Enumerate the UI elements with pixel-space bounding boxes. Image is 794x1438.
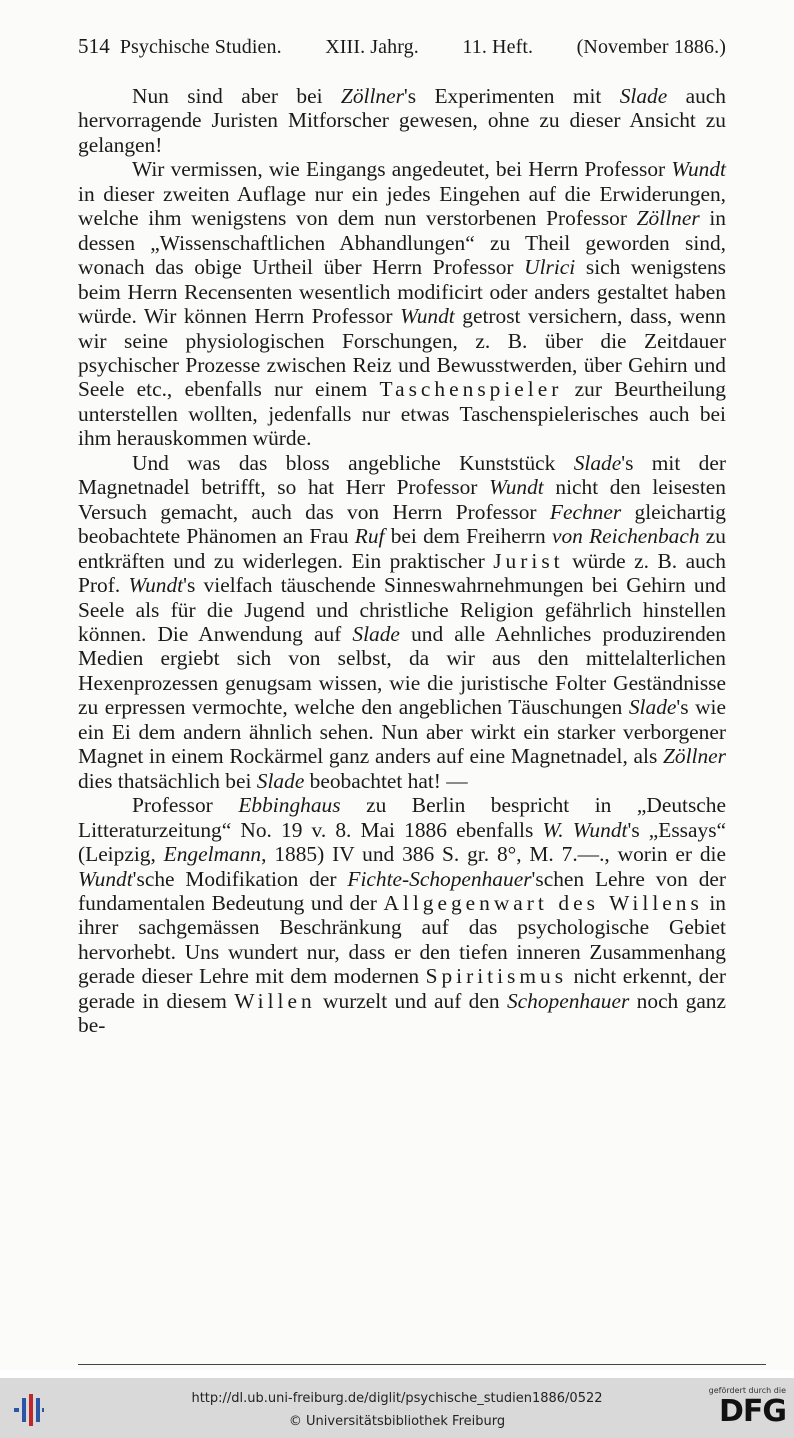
permalink-url[interactable]: http://dl.ub.uni-freiburg.de/diglit/psychische_studien1886/0522	[191, 1391, 603, 1406]
text-run: 's mit der Magnetnadel betrifft, so hat Herr Professor	[78, 450, 726, 500]
running-head	[78, 34, 726, 60]
paragraph	[78, 451, 726, 793]
text-run: und alle Aehnliches produzirenden Medien ergiebt sich von selbst, da wir aus den mittelalterlichen Hexenprozessen genugsam wissen, wie die juristische Folter Geständnisse zu erpressen vermochte, welche den angeblichen Täuschungen	[78, 621, 726, 720]
text-run: sich wenigstens beim Herrn Recensenten wesentlich modificirt oder anders gestaltet haben würde. Wir können Herrn Professor	[78, 255, 726, 329]
dfg-caption: gefördert durch die	[708, 1386, 786, 1395]
text-run: Wir vermissen, wie Eingangs angedeutet, bei Herrn Professor	[132, 157, 672, 182]
text-run: noch ganz be-	[78, 988, 726, 1038]
italic-name: Wundt	[489, 475, 544, 500]
text-run: Professor	[132, 793, 239, 818]
text-run: zu Berlin bespricht in „Deutsche Litteraturzeitung“ No. 19 v. 8. Mai 1886 ebenfalls	[78, 793, 726, 842]
italic-name: Schopenhauer	[506, 988, 630, 1013]
italic-name: Wundt	[128, 573, 184, 598]
italic-name: W. Wundt	[542, 817, 628, 842]
italic-name: Ebbinghaus	[238, 793, 341, 818]
text-run: 's „Essays“ (Leipzig,	[78, 817, 727, 867]
text-run: gleichartig beobachtete Phänomen an Frau	[78, 499, 726, 549]
spaced-emphasis: Jurist	[493, 548, 564, 573]
issue-label: 11. Heft.	[462, 36, 534, 58]
text-run: 's Experimenten mit	[403, 84, 620, 108]
italic-name: von Reichenbach	[551, 524, 700, 549]
text-run: würde z. B. auch Prof.	[78, 548, 726, 598]
italic-name: Wundt	[78, 866, 133, 891]
italic-name: Slade	[573, 450, 622, 475]
text-run: zur Beurtheilung unterstellen wollten, jedenfalls nur etwas Taschenspielerisches auch bei ihm herauskommen würde.	[78, 377, 726, 451]
text-run: zu entkräften und zu widerlegen. Ein praktischer	[78, 524, 726, 573]
running-head-text	[120, 36, 726, 59]
paragraph	[78, 157, 726, 450]
spaced-emphasis: Allgegenwart des Willens	[383, 890, 703, 915]
body-text	[78, 84, 726, 1038]
text-run: nicht den leisesten Versuch gemacht, auch das von Herrn Professor	[78, 475, 726, 524]
text-run: dies thatsächlich bei	[78, 768, 257, 793]
italic-name: Ruf	[354, 524, 385, 549]
page-number: 514	[78, 34, 110, 58]
italic-name: Wundt	[400, 304, 455, 329]
italic-name: Ulrici	[524, 255, 576, 280]
italic-name: Slade	[628, 695, 677, 720]
text-run: 'sche Modifikation der	[132, 866, 348, 891]
spaced-emphasis: Willen	[234, 988, 316, 1013]
italic-name: Slade	[619, 84, 668, 108]
journal-title: Psychische Studien.	[119, 36, 282, 58]
italic-name: Slade	[352, 621, 400, 646]
italic-name: Fechner	[549, 499, 622, 524]
viewer-footer-bar	[0, 1378, 794, 1438]
italic-name: Engelmann	[163, 842, 262, 867]
spaced-emphasis: Spiritismus	[425, 964, 568, 989]
spaced-emphasis: Taschenspieler	[379, 377, 563, 402]
text-run: in ihrer sachgemässen Beschränkung auf das psychologische Gebiet hervorhebt. Uns wundert nur, dass er den tiefen inneren Zusammenhang gerade dieser Lehre mit dem modernen	[78, 890, 726, 989]
text-run: wurzelt und auf den	[315, 988, 507, 1013]
italic-name: Zöllner	[663, 744, 726, 769]
italic-name: Fichte-Schopenhauer	[347, 866, 532, 891]
text-run: , 1885) IV und 386 S. gr. 8°, M. 7.—., worin er die	[261, 842, 726, 867]
copyright-notice: © Universitätsbibliothek Freiburg	[288, 1414, 506, 1429]
text-run: in dieser zweiten Auflage nur ein jedes Eingehen auf die Erwiderungen, welche ihm wenigstens von dem nun verstorbenen Professor	[78, 181, 726, 231]
text-run: 'schen Lehre von der fundamentalen Bedeutung und der	[78, 866, 727, 915]
italic-name: Slade	[256, 768, 305, 793]
paragraph	[78, 84, 726, 157]
italic-name: Zöllner	[636, 206, 700, 231]
text-run: 's wie ein Ei dem andern ähnlich sehen. Nun aber wirkt ein starker verborgener Magnet in einem Rockärmel ganz anders auf eine Magnetnadel, als	[78, 695, 726, 769]
text-run: in dessen „Wissenschaftlichen Abhandlungen“ zu Theil geworden sind, wonach das obige Urtheil über Herrn Professor	[78, 206, 726, 280]
text-run: Und was das bloss angebliche Kunststück	[132, 450, 574, 475]
footer-rule	[78, 1364, 766, 1365]
text-run: getrost versichern, dass, wenn wir seine physiologischen Forschungen, z. B. über die Zeitdauer psychischer Prozesse zwischen Reiz und Bewusstwerden, über Gehirn und Seele etc., ebenfalls nur einem	[78, 304, 726, 402]
italic-name: Wundt	[671, 157, 726, 182]
volume-label: XIII. Jahrg.	[325, 36, 419, 58]
dfg-logo[interactable]	[694, 1386, 786, 1432]
issue-date: (November 1886.)	[576, 36, 726, 58]
italic-name: Zöllner	[340, 84, 404, 108]
paragraph	[78, 793, 726, 1038]
dfg-wordmark: DFG	[718, 1394, 786, 1429]
text-run: Nun sind aber bei	[132, 84, 341, 108]
text-run: bei dem Freiherrn	[384, 524, 552, 549]
text-run: beobachtet hat! —	[304, 768, 468, 793]
text-run: nicht erkennt, der gerade in diesem	[78, 964, 726, 1013]
text-run: 's vielfach täuschende Sinneswahrnehmungen bei Gehirn und Seele als für die Jugend und christliche Religion gefährlich hinstellen können. Die Anwendung auf	[78, 573, 726, 646]
text-run: auch hervorragende Juristen Mitforscher gewesen, ohne zu dieser Ansicht zu gelangen!	[78, 84, 726, 157]
